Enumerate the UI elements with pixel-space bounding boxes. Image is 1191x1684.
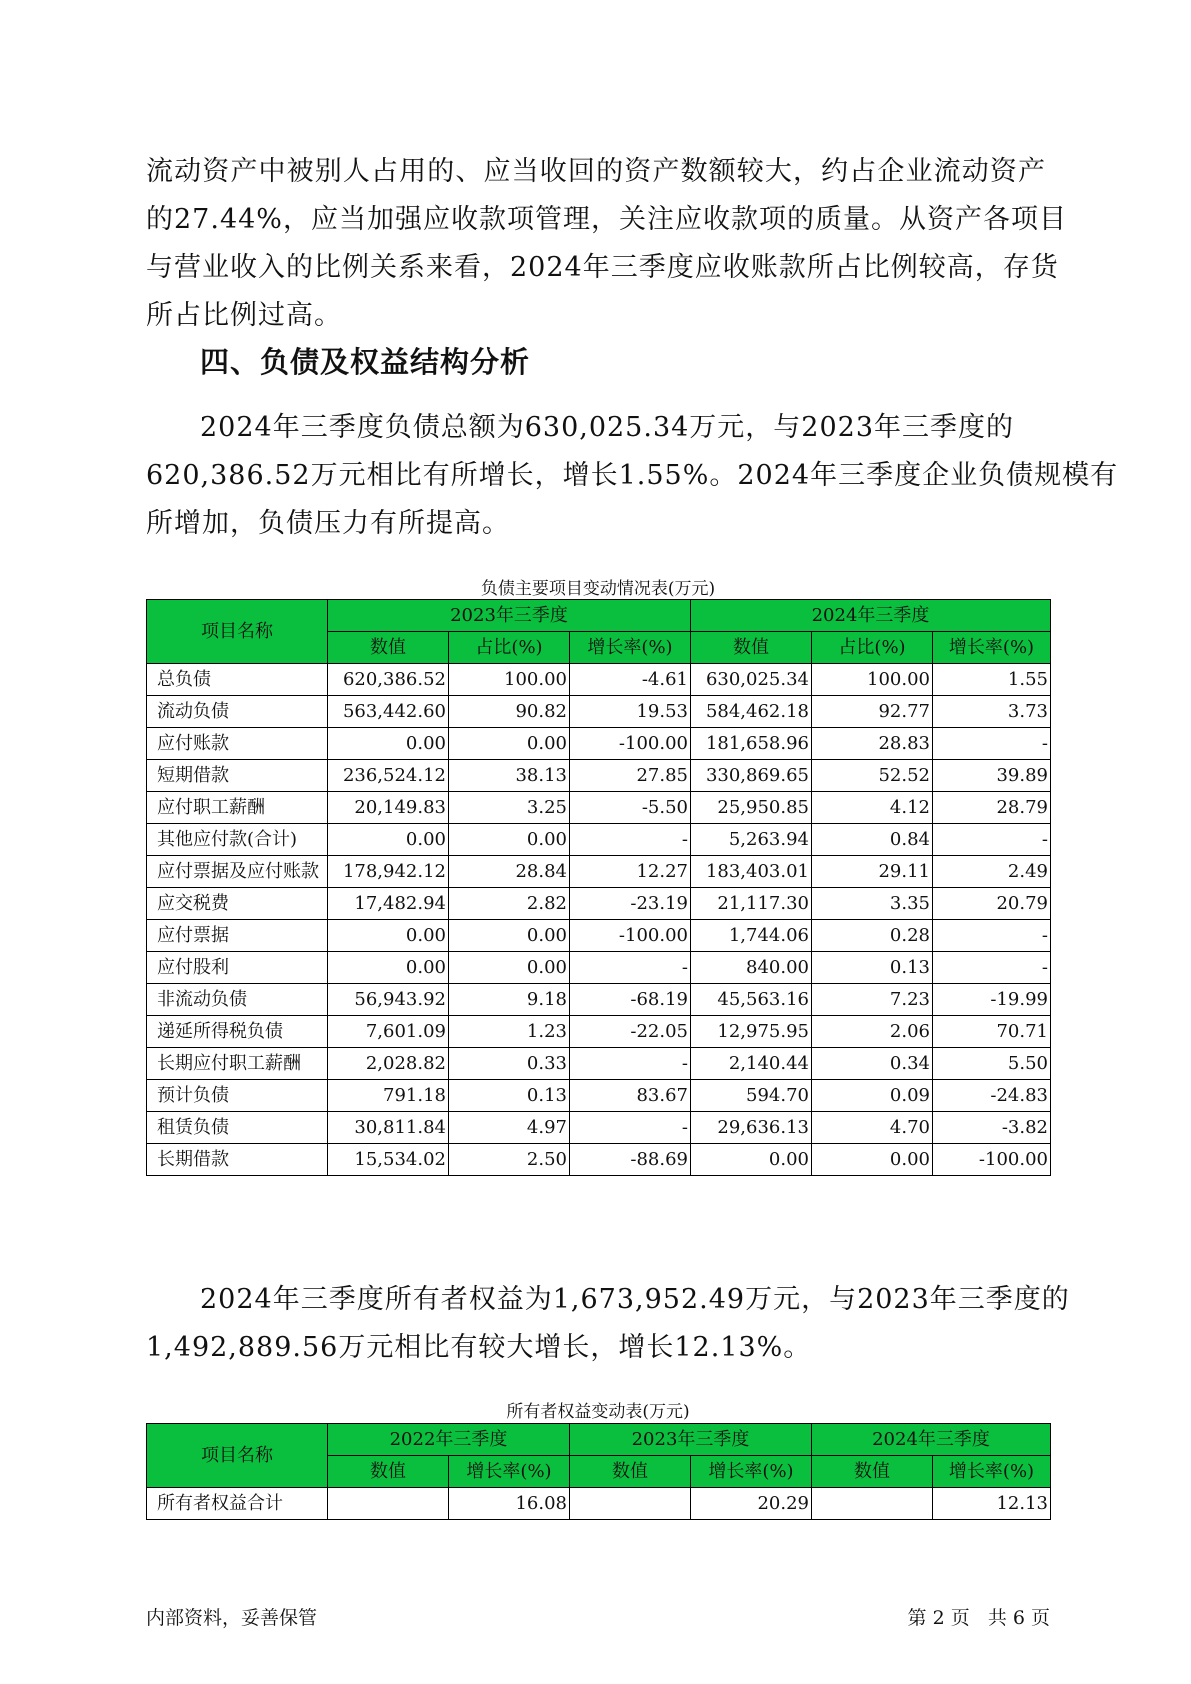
table-cell: 0.00 bbox=[328, 728, 449, 760]
table-cell: 17,482.94 bbox=[328, 888, 449, 920]
table-row bbox=[147, 1048, 1051, 1080]
table-row bbox=[147, 1016, 1051, 1048]
table-cell: -19.99 bbox=[933, 984, 1051, 1016]
table-cell: 0.84 bbox=[812, 824, 933, 856]
table-cell: 330,869.65 bbox=[691, 760, 812, 792]
column-header: 增长率(%) bbox=[933, 632, 1051, 664]
row-label: 长期借款 bbox=[147, 1144, 328, 1176]
row-label: 应交税费 bbox=[147, 888, 328, 920]
table-row bbox=[147, 888, 1051, 920]
row-label: 应付账款 bbox=[147, 728, 328, 760]
table-cell: 27.85 bbox=[570, 760, 691, 792]
paragraph-line: 2024年三季度负债总额为630,025.34万元，与2023年三季度的 bbox=[200, 412, 1015, 443]
section-heading: 四、负债及权益结构分析 bbox=[200, 345, 531, 379]
table-cell: 15,534.02 bbox=[328, 1144, 449, 1176]
table-header-row bbox=[147, 1424, 1051, 1456]
table-cell: 3.73 bbox=[933, 696, 1051, 728]
period-header: 2023年三季度 bbox=[328, 600, 691, 632]
table-cell: -100.00 bbox=[933, 1144, 1051, 1176]
equity-table-body bbox=[147, 1488, 1051, 1520]
table-cell: 21,117.30 bbox=[691, 888, 812, 920]
table-cell: 0.00 bbox=[328, 824, 449, 856]
equity-table-caption: 所有者权益变动表(万元) bbox=[506, 1402, 690, 1422]
table-cell: 100.00 bbox=[449, 664, 570, 696]
table-cell: 236,524.12 bbox=[328, 760, 449, 792]
table-cell: 0.00 bbox=[449, 920, 570, 952]
table-header-row bbox=[147, 600, 1051, 632]
table-cell bbox=[328, 1488, 449, 1520]
table-row bbox=[147, 1488, 1051, 1520]
table-cell: 9.18 bbox=[449, 984, 570, 1016]
period-header: 2024年三季度 bbox=[812, 1424, 1051, 1456]
column-header: 增长率(%) bbox=[449, 1456, 570, 1488]
table-cell: 4.97 bbox=[449, 1112, 570, 1144]
table-row bbox=[147, 1144, 1051, 1176]
table-cell: 840.00 bbox=[691, 952, 812, 984]
table-cell: - bbox=[570, 1048, 691, 1080]
table-cell: 2.50 bbox=[449, 1144, 570, 1176]
table-cell: 92.77 bbox=[812, 696, 933, 728]
table-cell: 594.70 bbox=[691, 1080, 812, 1112]
table-cell: 791.18 bbox=[328, 1080, 449, 1112]
row-label: 应付票据及应付账款 bbox=[147, 856, 328, 888]
row-label: 流动负债 bbox=[147, 696, 328, 728]
table-cell: 0.00 bbox=[449, 952, 570, 984]
table-cell: - bbox=[933, 824, 1051, 856]
row-label: 总负债 bbox=[147, 664, 328, 696]
table-row bbox=[147, 984, 1051, 1016]
table-cell: 630,025.34 bbox=[691, 664, 812, 696]
row-label: 所有者权益合计 bbox=[147, 1488, 328, 1520]
row-label: 应付股利 bbox=[147, 952, 328, 984]
table-cell: 0.09 bbox=[812, 1080, 933, 1112]
table-cell: 620,386.52 bbox=[328, 664, 449, 696]
row-label: 短期借款 bbox=[147, 760, 328, 792]
table-cell: 563,442.60 bbox=[328, 696, 449, 728]
table-cell: 2,028.82 bbox=[328, 1048, 449, 1080]
table-row bbox=[147, 856, 1051, 888]
paragraph-line: 的27.44%，应当加强应收款项管理，关注应收款项的质量。从资产各项目 bbox=[146, 204, 1067, 235]
row-label: 非流动负债 bbox=[147, 984, 328, 1016]
table-cell: 3.25 bbox=[449, 792, 570, 824]
table-cell: - bbox=[570, 952, 691, 984]
table-cell: 19.53 bbox=[570, 696, 691, 728]
liability-table-body bbox=[147, 664, 1051, 1176]
row-label: 租赁负债 bbox=[147, 1112, 328, 1144]
table-cell: 5,263.94 bbox=[691, 824, 812, 856]
table-cell: 83.67 bbox=[570, 1080, 691, 1112]
table-cell: 20.29 bbox=[691, 1488, 812, 1520]
table-cell: 39.89 bbox=[933, 760, 1051, 792]
table-cell: 28.79 bbox=[933, 792, 1051, 824]
table-cell: - bbox=[933, 728, 1051, 760]
row-label: 应付职工薪酬 bbox=[147, 792, 328, 824]
table-row bbox=[147, 824, 1051, 856]
table-cell: 0.00 bbox=[691, 1144, 812, 1176]
table-cell: 25,950.85 bbox=[691, 792, 812, 824]
table-cell: 45,563.16 bbox=[691, 984, 812, 1016]
table-row bbox=[147, 792, 1051, 824]
column-header: 占比(%) bbox=[449, 632, 570, 664]
table-cell: 1.55 bbox=[933, 664, 1051, 696]
table-cell: 30,811.84 bbox=[328, 1112, 449, 1144]
item-name-header: 项目名称 bbox=[147, 1424, 328, 1488]
table-cell: 0.00 bbox=[449, 824, 570, 856]
table-cell: 12,975.95 bbox=[691, 1016, 812, 1048]
table-cell: 0.33 bbox=[449, 1048, 570, 1080]
table-cell: 7.23 bbox=[812, 984, 933, 1016]
table-cell: 0.00 bbox=[328, 952, 449, 984]
column-header: 数值 bbox=[812, 1456, 933, 1488]
table-row bbox=[147, 760, 1051, 792]
table-cell: 0.13 bbox=[449, 1080, 570, 1112]
table-cell: 29.11 bbox=[812, 856, 933, 888]
row-label: 应付票据 bbox=[147, 920, 328, 952]
table-row bbox=[147, 1112, 1051, 1144]
table-row bbox=[147, 696, 1051, 728]
table-cell: 1.23 bbox=[449, 1016, 570, 1048]
table-cell: 183,403.01 bbox=[691, 856, 812, 888]
table-cell: -5.50 bbox=[570, 792, 691, 824]
intro-paragraph bbox=[146, 148, 1067, 340]
table-cell: 12.13 bbox=[933, 1488, 1051, 1520]
table-cell: - bbox=[570, 1112, 691, 1144]
paragraph-line: 1,492,889.56万元相比有较大增长，增长12.13%。 bbox=[146, 1332, 812, 1363]
table-cell: 56,943.92 bbox=[328, 984, 449, 1016]
table-row bbox=[147, 664, 1051, 696]
period-header: 2023年三季度 bbox=[570, 1424, 812, 1456]
period-header: 2024年三季度 bbox=[691, 600, 1051, 632]
column-header: 数值 bbox=[691, 632, 812, 664]
table-cell: 178,942.12 bbox=[328, 856, 449, 888]
table-cell: 2.49 bbox=[933, 856, 1051, 888]
table-row bbox=[147, 952, 1051, 984]
table-cell: 20,149.83 bbox=[328, 792, 449, 824]
table-cell: 20.79 bbox=[933, 888, 1051, 920]
table-cell: -4.61 bbox=[570, 664, 691, 696]
paragraph-line: 2024年三季度所有者权益为1,673,952.49万元，与2023年三季度的 bbox=[200, 1284, 1070, 1315]
table-cell: -24.83 bbox=[933, 1080, 1051, 1112]
table-cell: 7,601.09 bbox=[328, 1016, 449, 1048]
paragraph-line: 流动资产中被别人占用的、应当收回的资产数额较大，约占企业流动资产 bbox=[146, 156, 1046, 187]
footer-confidential-note: 内部资料，妥善保管 bbox=[146, 1607, 318, 1629]
table-cell: - bbox=[570, 824, 691, 856]
table-cell: 0.34 bbox=[812, 1048, 933, 1080]
table-cell: 4.70 bbox=[812, 1112, 933, 1144]
table-cell bbox=[812, 1488, 933, 1520]
table-row bbox=[147, 920, 1051, 952]
row-label: 长期应付职工薪酬 bbox=[147, 1048, 328, 1080]
column-header: 增长率(%) bbox=[570, 632, 691, 664]
table-cell: 38.13 bbox=[449, 760, 570, 792]
table-cell: - bbox=[933, 920, 1051, 952]
column-header: 增长率(%) bbox=[933, 1456, 1051, 1488]
table-cell bbox=[570, 1488, 691, 1520]
table-cell: 2.06 bbox=[812, 1016, 933, 1048]
table-cell: 181,658.96 bbox=[691, 728, 812, 760]
table-cell: -100.00 bbox=[570, 728, 691, 760]
table-row bbox=[147, 1080, 1051, 1112]
table-cell: 29,636.13 bbox=[691, 1112, 812, 1144]
table-cell: 4.12 bbox=[812, 792, 933, 824]
table-cell: -68.19 bbox=[570, 984, 691, 1016]
table-cell: 3.35 bbox=[812, 888, 933, 920]
period-header: 2022年三季度 bbox=[328, 1424, 570, 1456]
table-cell: 1,744.06 bbox=[691, 920, 812, 952]
table-cell: 0.00 bbox=[328, 920, 449, 952]
table-cell: 28.84 bbox=[449, 856, 570, 888]
table-cell: 584,462.18 bbox=[691, 696, 812, 728]
paragraph-line: 620,386.52万元相比有所增长，增长1.55%。2024年三季度企业负债规模有 bbox=[146, 460, 1119, 491]
table-cell: - bbox=[933, 952, 1051, 984]
table-cell: 16.08 bbox=[449, 1488, 570, 1520]
table-cell: 0.13 bbox=[812, 952, 933, 984]
table-cell: 12.27 bbox=[570, 856, 691, 888]
table-cell: -3.82 bbox=[933, 1112, 1051, 1144]
row-label: 递延所得税负债 bbox=[147, 1016, 328, 1048]
liability-table-caption: 负债主要项目变动情况表(万元) bbox=[480, 579, 716, 599]
item-name-header: 项目名称 bbox=[147, 600, 328, 664]
table-cell: 28.83 bbox=[812, 728, 933, 760]
equity-paragraph bbox=[146, 1276, 1070, 1372]
table-row bbox=[147, 728, 1051, 760]
table-cell: 52.52 bbox=[812, 760, 933, 792]
paragraph-line: 所占比例过高。 bbox=[146, 300, 342, 331]
table-cell: -23.19 bbox=[570, 888, 691, 920]
liability-table bbox=[146, 599, 1051, 1176]
row-label: 预计负债 bbox=[147, 1080, 328, 1112]
table-cell: 0.00 bbox=[449, 728, 570, 760]
table-cell: 0.28 bbox=[812, 920, 933, 952]
column-header: 数值 bbox=[570, 1456, 691, 1488]
table-cell: -22.05 bbox=[570, 1016, 691, 1048]
liability-paragraph bbox=[146, 404, 1119, 548]
table-cell: -100.00 bbox=[570, 920, 691, 952]
table-cell: 2.82 bbox=[449, 888, 570, 920]
table-cell: 90.82 bbox=[449, 696, 570, 728]
table-cell: 0.00 bbox=[812, 1144, 933, 1176]
footer-page-number: 第 2 页 共 6 页 bbox=[907, 1607, 1050, 1629]
column-header: 数值 bbox=[328, 632, 449, 664]
column-header: 占比(%) bbox=[812, 632, 933, 664]
table-cell: 100.00 bbox=[812, 664, 933, 696]
table-cell: -88.69 bbox=[570, 1144, 691, 1176]
row-label: 其他应付款(合计) bbox=[147, 824, 328, 856]
column-header: 增长率(%) bbox=[691, 1456, 812, 1488]
paragraph-line: 与营业收入的比例关系来看，2024年三季度应收账款所占比例较高，存货 bbox=[146, 252, 1059, 283]
column-header: 数值 bbox=[328, 1456, 449, 1488]
table-cell: 2,140.44 bbox=[691, 1048, 812, 1080]
table-cell: 5.50 bbox=[933, 1048, 1051, 1080]
equity-table bbox=[146, 1423, 1051, 1520]
paragraph-line: 所增加，负债压力有所提高。 bbox=[146, 508, 510, 539]
table-cell: 70.71 bbox=[933, 1016, 1051, 1048]
